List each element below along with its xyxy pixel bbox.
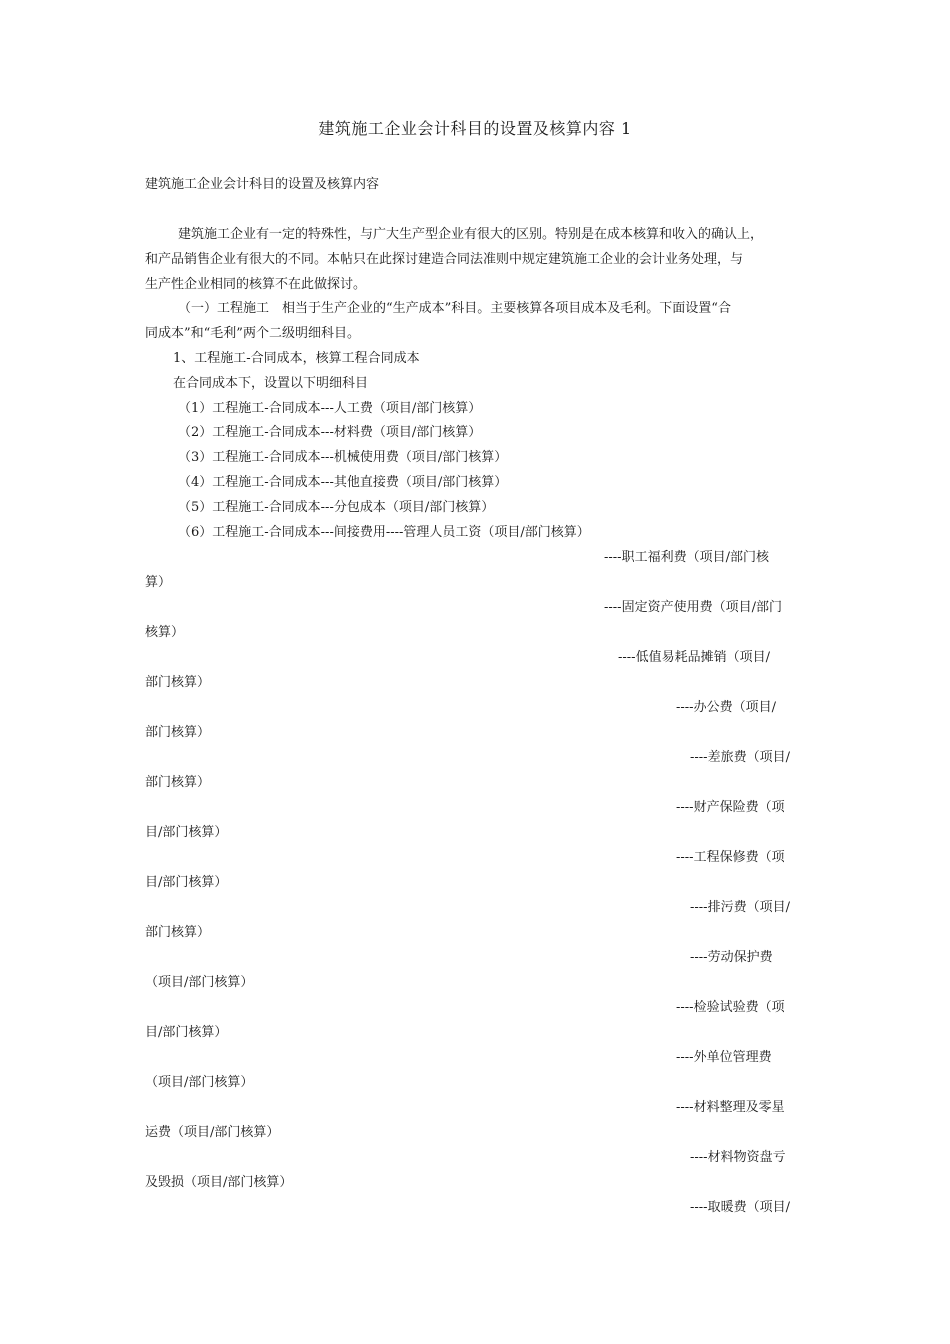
paragraph-line: 生产性企业相同的核算不在此做探讨。 xyxy=(145,277,367,292)
sub-item-line: ----固定资产使用费（项目/部门 xyxy=(604,600,782,615)
sub-item-wrap: （项目/部门核算） xyxy=(145,1075,254,1090)
paragraph-line: （一）工程施工 相当于生产企业的“生产成本”科目。主要核算各项目成本及毛利。下面设置“合 xyxy=(178,301,731,316)
sub-item-wrap: 部门核算） xyxy=(145,675,211,690)
sub-item-line: ----低值易耗品摊销（项目/ xyxy=(618,650,770,665)
sub-item-wrap: 部门核算） xyxy=(145,925,211,940)
sub-item-line: ----职工福利费（项目/部门核 xyxy=(604,550,769,565)
sub-item-line: ----取暖费（项目/ xyxy=(690,1200,790,1215)
sub-item-wrap: 部门核算） xyxy=(145,725,211,740)
list-item: （1）工程施工-合同成本---人工费（项目/部门核算） xyxy=(178,401,482,416)
sub-item-line: ----外单位管理费 xyxy=(676,1050,772,1065)
sub-item-line: ----材料物资盘亏 xyxy=(690,1150,786,1165)
sub-item-wrap: 运费（项目/部门核算） xyxy=(145,1125,280,1140)
sub-item-line: ----劳动保护费 xyxy=(690,950,773,965)
list-item: （2）工程施工-合同成本---材料费（项目/部门核算） xyxy=(178,425,482,440)
sub-item-wrap: （项目/部门核算） xyxy=(145,975,254,990)
list-item: （5）工程施工-合同成本---分包成本（项目/部门核算） xyxy=(178,500,495,515)
sub-item-line: ----材料整理及零星 xyxy=(676,1100,785,1115)
sub-item-wrap: 核算） xyxy=(145,625,185,640)
sub-item-wrap: 算） xyxy=(145,575,172,590)
sub-item-wrap: 目/部门核算） xyxy=(145,875,228,890)
sub-item-line: ----差旅费（项目/ xyxy=(690,750,790,765)
sub-item-line: ----办公费（项目/ xyxy=(676,700,776,715)
section-heading: 1、工程施工-合同成本，核算工程合同成本 xyxy=(173,351,420,366)
paragraph-line: 建筑施工企业有一定的特殊性，与广大生产型企业有很大的区别。特别是在成本核算和收入的确认上， xyxy=(178,227,764,242)
sub-item-line: ----财产保险费（项 xyxy=(676,800,785,815)
paragraph-line: 同成本”和“毛利”两个二级明细科目。 xyxy=(145,326,360,341)
list-item: （6）工程施工-合同成本---间接费用----管理人员工资（项目/部门核算） xyxy=(178,525,590,540)
sub-item-wrap: 及毁损（项目/部门核算） xyxy=(145,1175,293,1190)
sub-item-line: ----工程保修费（项 xyxy=(676,850,785,865)
sub-item-wrap: 部门核算） xyxy=(145,775,211,790)
sub-item-wrap: 目/部门核算） xyxy=(145,825,228,840)
paragraph-line: 和产品销售企业有很大的不同。本帖只在此探讨建造合同法准则中规定建筑施工企业的会计业务处理，与 xyxy=(145,252,744,267)
document-title: 建筑施工企业会计科目的设置及核算内容 1 xyxy=(318,119,632,138)
list-item: （4）工程施工-合同成本---其他直接费（项目/部门核算） xyxy=(178,475,508,490)
sub-item-line: ----检验试验费（项 xyxy=(676,1000,785,1015)
section-intro: 在合同成本下，设置以下明细科目 xyxy=(173,376,369,391)
sub-item-line: ----排污费（项目/ xyxy=(690,900,790,915)
document-subtitle: 建筑施工企业会计科目的设置及核算内容 xyxy=(145,177,380,192)
list-item: （3）工程施工-合同成本---机械使用费（项目/部门核算） xyxy=(178,450,508,465)
sub-item-wrap: 目/部门核算） xyxy=(145,1025,228,1040)
